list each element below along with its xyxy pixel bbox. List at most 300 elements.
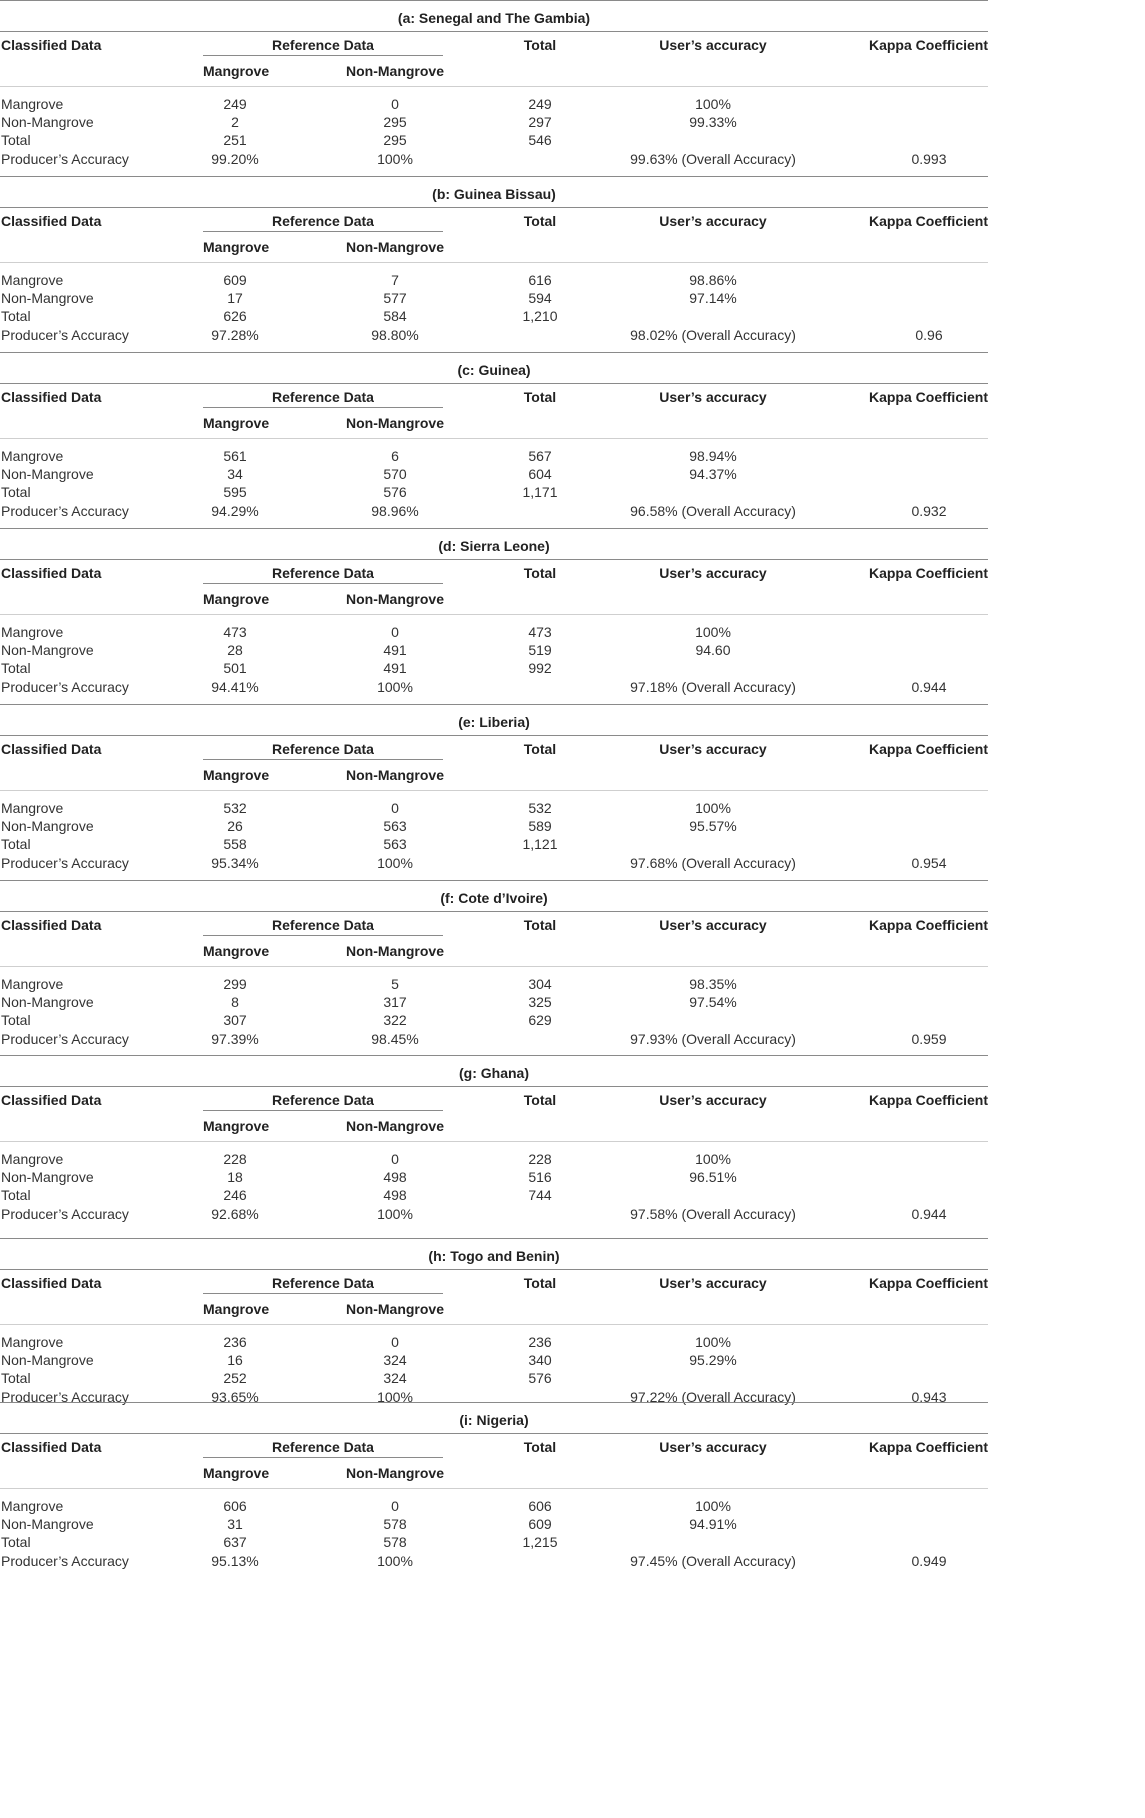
cell-total: 604 — [528, 466, 552, 482]
table-row-producers-accuracy — [0, 151, 990, 169]
cell-non-mangrove: 317 — [383, 994, 407, 1010]
header-bottom-rule — [0, 262, 988, 263]
table-row-producers-accuracy — [0, 1206, 990, 1224]
header-bottom-rule — [0, 614, 988, 615]
table-row-mangrove — [0, 1334, 990, 1352]
section-title: (i: Nigeria) — [459, 1412, 529, 1428]
cell-mangrove: 307 — [223, 1012, 247, 1028]
section-top-rule — [0, 880, 988, 881]
header-total: Total — [523, 1275, 557, 1291]
header-users-accuracy: User’s accuracy — [659, 565, 767, 581]
cell-users-accuracy: 100% — [695, 1498, 731, 1514]
cell-users-accuracy: 97.54% — [689, 994, 737, 1010]
reference-data-rule — [203, 231, 443, 232]
cell-mangrove: 34 — [227, 466, 243, 482]
header-kappa-coefficient: Kappa Coefficient — [868, 213, 988, 229]
cell-non-mangrove: 324 — [383, 1352, 407, 1368]
section-title: (e: Liberia) — [458, 714, 530, 730]
header-mangrove: Mangrove — [203, 943, 270, 959]
cell-total: 304 — [528, 976, 552, 992]
header-non-mangrove: Non-Mangrove — [346, 1465, 444, 1481]
header-classified-data: Classified Data — [1, 213, 102, 229]
table-row-non-mangrove — [0, 818, 990, 836]
cell-total: 519 — [528, 642, 552, 658]
header-non-mangrove: Non-Mangrove — [346, 591, 444, 607]
cell-non-mangrove: 5 — [391, 976, 399, 992]
table-row-mangrove — [0, 272, 990, 290]
reference-data-rule — [203, 1293, 443, 1294]
header-non-mangrove: Non-Mangrove — [346, 1118, 444, 1134]
row-label: Total — [1, 1187, 31, 1203]
table-row-total — [0, 1187, 990, 1205]
table-row-non-mangrove — [0, 1352, 990, 1370]
cell-kappa: 0.959 — [911, 1031, 947, 1047]
cell-non-mangrove: 100% — [377, 1389, 413, 1405]
table-row-total — [0, 132, 990, 150]
row-label: Total — [1, 660, 31, 676]
header-rule — [0, 911, 988, 912]
header-non-mangrove: Non-Mangrove — [346, 415, 444, 431]
table-row-producers-accuracy — [0, 855, 990, 873]
header-reference-data: Reference Data — [272, 1092, 374, 1108]
cell-non-mangrove: 7 — [391, 272, 399, 288]
cell-mangrove: 93.65% — [211, 1389, 259, 1405]
header-rule — [0, 1086, 988, 1087]
cell-mangrove: 94.41% — [211, 679, 259, 695]
header-total: Total — [523, 741, 557, 757]
cell-mangrove: 99.20% — [211, 151, 259, 167]
reference-data-rule — [203, 1110, 443, 1111]
table-row-total — [0, 836, 990, 854]
row-label: Producer’s Accuracy — [1, 151, 129, 167]
cell-mangrove: 228 — [223, 1151, 247, 1167]
header-classified-data: Classified Data — [1, 37, 102, 53]
cell-non-mangrove: 577 — [383, 290, 407, 306]
section-title: (g: Ghana) — [459, 1065, 529, 1081]
header-total: Total — [523, 213, 557, 229]
table-row-total — [0, 484, 990, 502]
cell-non-mangrove: 498 — [383, 1169, 407, 1185]
cell-mangrove: 637 — [223, 1534, 247, 1550]
section-title: (f: Cote d’Ivoire) — [440, 890, 548, 906]
cell-non-mangrove: 584 — [383, 308, 407, 324]
header-reference-data: Reference Data — [272, 389, 374, 405]
table-row-mangrove — [0, 1151, 990, 1169]
cell-non-mangrove: 0 — [391, 1334, 399, 1350]
cell-total: 589 — [528, 818, 552, 834]
header-bottom-rule — [0, 1324, 988, 1325]
cell-mangrove: 2 — [231, 114, 239, 130]
cell-total: 1,210 — [522, 308, 558, 324]
cell-users-accuracy: 98.86% — [689, 272, 737, 288]
row-label: Mangrove — [1, 272, 64, 288]
table-row-non-mangrove — [0, 1516, 990, 1534]
cell-overall-accuracy: 97.68% (Overall Accuracy) — [630, 855, 796, 871]
cell-mangrove: 626 — [223, 308, 247, 324]
row-label: Non-Mangrove — [1, 290, 94, 306]
cell-total: 629 — [528, 1012, 552, 1028]
header-rule — [0, 31, 988, 32]
reference-data-rule — [203, 583, 443, 584]
cell-mangrove: 473 — [223, 624, 247, 640]
cell-non-mangrove: 0 — [391, 800, 399, 816]
cell-total: 606 — [528, 1498, 552, 1514]
cell-total: 340 — [528, 1352, 552, 1368]
cell-mangrove: 246 — [223, 1187, 247, 1203]
header-mangrove: Mangrove — [203, 591, 270, 607]
table-row-total — [0, 660, 990, 678]
row-label: Mangrove — [1, 1151, 64, 1167]
header-rule — [0, 207, 988, 208]
header-mangrove: Mangrove — [203, 63, 270, 79]
cell-users-accuracy: 98.94% — [689, 448, 737, 464]
table-row-total — [0, 1534, 990, 1552]
cell-non-mangrove: 563 — [383, 818, 407, 834]
cell-total: 609 — [528, 1516, 552, 1532]
cell-overall-accuracy: 97.58% (Overall Accuracy) — [630, 1206, 796, 1222]
cell-total: 1,215 — [522, 1534, 558, 1550]
cell-kappa: 0.932 — [911, 503, 947, 519]
table-row-total — [0, 1370, 990, 1388]
cell-users-accuracy: 100% — [695, 1151, 731, 1167]
table-row-total — [0, 308, 990, 326]
cell-mangrove: 95.34% — [211, 855, 259, 871]
row-label: Non-Mangrove — [1, 818, 94, 834]
cell-mangrove: 236 — [223, 1334, 247, 1350]
table-row-producers-accuracy — [0, 1031, 990, 1049]
row-label: Non-Mangrove — [1, 466, 94, 482]
row-label: Producer’s Accuracy — [1, 1389, 129, 1405]
cell-non-mangrove: 295 — [383, 114, 407, 130]
reference-data-rule — [203, 935, 443, 936]
cell-non-mangrove: 0 — [391, 624, 399, 640]
row-label: Producer’s Accuracy — [1, 503, 129, 519]
cell-users-accuracy: 100% — [695, 96, 731, 112]
cell-non-mangrove: 563 — [383, 836, 407, 852]
section-top-rule — [0, 176, 988, 177]
header-non-mangrove: Non-Mangrove — [346, 943, 444, 959]
header-users-accuracy: User’s accuracy — [659, 1439, 767, 1455]
row-label: Mangrove — [1, 976, 64, 992]
header-rule — [0, 1269, 988, 1270]
section-title: (c: Guinea) — [457, 362, 531, 378]
cell-mangrove: 17 — [227, 290, 243, 306]
cell-non-mangrove: 100% — [377, 1553, 413, 1569]
header-bottom-rule — [0, 966, 988, 967]
cell-mangrove: 532 — [223, 800, 247, 816]
table-row-mangrove — [0, 1498, 990, 1516]
header-rule — [0, 559, 988, 560]
header-reference-data: Reference Data — [272, 1439, 374, 1455]
row-label: Producer’s Accuracy — [1, 327, 129, 343]
header-users-accuracy: User’s accuracy — [659, 1275, 767, 1291]
cell-overall-accuracy: 97.22% (Overall Accuracy) — [630, 1389, 796, 1405]
header-kappa-coefficient: Kappa Coefficient — [868, 917, 988, 933]
cell-mangrove: 561 — [223, 448, 247, 464]
header-mangrove: Mangrove — [203, 415, 270, 431]
cell-non-mangrove: 100% — [377, 679, 413, 695]
cell-mangrove: 94.29% — [211, 503, 259, 519]
header-rule — [0, 735, 988, 736]
header-bottom-rule — [0, 86, 988, 87]
header-kappa-coefficient: Kappa Coefficient — [868, 565, 988, 581]
cell-overall-accuracy: 97.18% (Overall Accuracy) — [630, 679, 796, 695]
cell-mangrove: 558 — [223, 836, 247, 852]
cell-non-mangrove: 0 — [391, 96, 399, 112]
cell-users-accuracy: 100% — [695, 1334, 731, 1350]
reference-data-rule — [203, 1457, 443, 1458]
header-mangrove: Mangrove — [203, 1118, 270, 1134]
cell-mangrove: 252 — [223, 1370, 247, 1386]
header-bottom-rule — [0, 1141, 988, 1142]
section-top-rule — [0, 1238, 988, 1239]
cell-kappa: 0.944 — [911, 1206, 947, 1222]
cell-non-mangrove: 576 — [383, 484, 407, 500]
row-label: Producer’s Accuracy — [1, 855, 129, 871]
section-top-rule — [0, 704, 988, 705]
table-row-mangrove — [0, 624, 990, 642]
cell-mangrove: 97.39% — [211, 1031, 259, 1047]
header-kappa-coefficient: Kappa Coefficient — [868, 741, 988, 757]
section-title: (d: Sierra Leone) — [438, 538, 550, 554]
cell-total: 1,121 — [522, 836, 558, 852]
cell-kappa: 0.944 — [911, 679, 947, 695]
cell-kappa: 0.943 — [911, 1389, 947, 1405]
header-kappa-coefficient: Kappa Coefficient — [868, 37, 988, 53]
table-row-producers-accuracy — [0, 679, 990, 697]
cell-non-mangrove: 578 — [383, 1534, 407, 1550]
cell-users-accuracy: 94.60 — [695, 642, 731, 658]
cell-kappa: 0.949 — [911, 1553, 947, 1569]
row-label: Mangrove — [1, 1334, 64, 1350]
cell-non-mangrove: 98.80% — [371, 327, 419, 343]
cell-total: 576 — [528, 1370, 552, 1386]
cell-mangrove: 16 — [227, 1352, 243, 1368]
section-top-rule — [0, 528, 988, 529]
table-row-producers-accuracy — [0, 1553, 990, 1571]
reference-data-rule — [203, 407, 443, 408]
table-row-producers-accuracy — [0, 1389, 990, 1407]
row-label: Non-Mangrove — [1, 1169, 94, 1185]
cell-non-mangrove: 578 — [383, 1516, 407, 1532]
reference-data-rule — [203, 759, 443, 760]
header-users-accuracy: User’s accuracy — [659, 741, 767, 757]
row-label: Total — [1, 836, 31, 852]
header-classified-data: Classified Data — [1, 389, 102, 405]
cell-non-mangrove: 6 — [391, 448, 399, 464]
cell-users-accuracy: 100% — [695, 800, 731, 816]
row-label: Producer’s Accuracy — [1, 679, 129, 695]
header-classified-data: Classified Data — [1, 1439, 102, 1455]
header-total: Total — [523, 1092, 557, 1108]
cell-total: 473 — [528, 624, 552, 640]
header-kappa-coefficient: Kappa Coefficient — [868, 389, 988, 405]
row-label: Mangrove — [1, 448, 64, 464]
cell-total: 228 — [528, 1151, 552, 1167]
header-users-accuracy: User’s accuracy — [659, 917, 767, 933]
row-label: Mangrove — [1, 1498, 64, 1514]
row-label: Non-Mangrove — [1, 1352, 94, 1368]
section-top-rule — [0, 352, 988, 353]
row-label: Producer’s Accuracy — [1, 1031, 129, 1047]
header-rule — [0, 383, 988, 384]
cell-non-mangrove: 570 — [383, 466, 407, 482]
table-row-non-mangrove — [0, 114, 990, 132]
header-classified-data: Classified Data — [1, 1275, 102, 1291]
cell-mangrove: 501 — [223, 660, 247, 676]
row-label: Non-Mangrove — [1, 994, 94, 1010]
cell-kappa: 0.954 — [911, 855, 947, 871]
cell-non-mangrove: 491 — [383, 660, 407, 676]
cell-overall-accuracy: 97.93% (Overall Accuracy) — [630, 1031, 796, 1047]
header-mangrove: Mangrove — [203, 1465, 270, 1481]
header-users-accuracy: User’s accuracy — [659, 213, 767, 229]
cell-total: 325 — [528, 994, 552, 1010]
cell-users-accuracy: 99.33% — [689, 114, 737, 130]
table-row-mangrove — [0, 976, 990, 994]
header-reference-data: Reference Data — [272, 741, 374, 757]
header-total: Total — [523, 917, 557, 933]
cell-users-accuracy: 96.51% — [689, 1169, 737, 1185]
header-total: Total — [523, 565, 557, 581]
header-mangrove: Mangrove — [203, 239, 270, 255]
section-top-rule — [0, 1402, 988, 1403]
row-label: Total — [1, 132, 31, 148]
cell-users-accuracy: 97.14% — [689, 290, 737, 306]
header-kappa-coefficient: Kappa Coefficient — [868, 1092, 988, 1108]
cell-non-mangrove: 498 — [383, 1187, 407, 1203]
table-row-non-mangrove — [0, 642, 990, 660]
cell-mangrove: 28 — [227, 642, 243, 658]
cell-mangrove: 299 — [223, 976, 247, 992]
header-bottom-rule — [0, 438, 988, 439]
cell-total: 516 — [528, 1169, 552, 1185]
cell-non-mangrove: 295 — [383, 132, 407, 148]
table-row-producers-accuracy — [0, 327, 990, 345]
cell-mangrove: 31 — [227, 1516, 243, 1532]
section-title: (b: Guinea Bissau) — [432, 186, 556, 202]
header-classified-data: Classified Data — [1, 1092, 102, 1108]
header-total: Total — [523, 389, 557, 405]
cell-mangrove: 26 — [227, 818, 243, 834]
cell-non-mangrove: 324 — [383, 1370, 407, 1386]
cell-non-mangrove: 0 — [391, 1498, 399, 1514]
cell-mangrove: 251 — [223, 132, 247, 148]
cell-total: 297 — [528, 114, 552, 130]
cell-kappa: 0.993 — [911, 151, 947, 167]
reference-data-rule — [203, 55, 443, 56]
cell-total: 594 — [528, 290, 552, 306]
section-top-rule — [0, 1055, 988, 1056]
header-rule — [0, 1433, 988, 1434]
table-row-mangrove — [0, 448, 990, 466]
row-label: Non-Mangrove — [1, 114, 94, 130]
row-label: Producer’s Accuracy — [1, 1553, 129, 1569]
header-reference-data: Reference Data — [272, 213, 374, 229]
cell-overall-accuracy: 98.02% (Overall Accuracy) — [630, 327, 796, 343]
cell-total: 567 — [528, 448, 552, 464]
header-reference-data: Reference Data — [272, 1275, 374, 1291]
header-reference-data: Reference Data — [272, 37, 374, 53]
cell-users-accuracy: 94.37% — [689, 466, 737, 482]
header-classified-data: Classified Data — [1, 741, 102, 757]
cell-non-mangrove: 98.96% — [371, 503, 419, 519]
cell-users-accuracy: 98.35% — [689, 976, 737, 992]
table-row-non-mangrove — [0, 1169, 990, 1187]
row-label: Mangrove — [1, 800, 64, 816]
cell-total: 744 — [528, 1187, 552, 1203]
table-row-mangrove — [0, 800, 990, 818]
row-label: Producer’s Accuracy — [1, 1206, 129, 1222]
table-row-mangrove — [0, 96, 990, 114]
cell-non-mangrove: 100% — [377, 151, 413, 167]
header-total: Total — [523, 37, 557, 53]
header-total: Total — [523, 1439, 557, 1455]
cell-users-accuracy: 100% — [695, 624, 731, 640]
cell-kappa: 0.96 — [915, 327, 943, 343]
row-label: Total — [1, 1534, 31, 1550]
row-label: Non-Mangrove — [1, 642, 94, 658]
header-users-accuracy: User’s accuracy — [659, 1092, 767, 1108]
header-kappa-coefficient: Kappa Coefficient — [868, 1275, 988, 1291]
row-label: Non-Mangrove — [1, 1516, 94, 1532]
cell-mangrove: 95.13% — [211, 1553, 259, 1569]
table-row-non-mangrove — [0, 994, 990, 1012]
table-row-producers-accuracy — [0, 503, 990, 521]
header-kappa-coefficient: Kappa Coefficient — [868, 1439, 988, 1455]
cell-non-mangrove: 100% — [377, 1206, 413, 1222]
cell-users-accuracy: 95.29% — [689, 1352, 737, 1368]
header-users-accuracy: User’s accuracy — [659, 37, 767, 53]
table-row-non-mangrove — [0, 290, 990, 308]
header-mangrove: Mangrove — [203, 767, 270, 783]
header-non-mangrove: Non-Mangrove — [346, 1301, 444, 1317]
cell-mangrove: 249 — [223, 96, 247, 112]
header-reference-data: Reference Data — [272, 917, 374, 933]
cell-total: 546 — [528, 132, 552, 148]
cell-total: 992 — [528, 660, 552, 676]
cell-non-mangrove: 100% — [377, 855, 413, 871]
row-label: Mangrove — [1, 96, 64, 112]
cell-total: 249 — [528, 96, 552, 112]
cell-non-mangrove: 98.45% — [371, 1031, 419, 1047]
header-mangrove: Mangrove — [203, 1301, 270, 1317]
header-bottom-rule — [0, 1488, 988, 1489]
cell-overall-accuracy: 96.58% (Overall Accuracy) — [630, 503, 796, 519]
section-top-rule — [0, 0, 988, 1]
section-title: (h: Togo and Benin) — [428, 1248, 560, 1264]
row-label: Total — [1, 1012, 31, 1028]
header-reference-data: Reference Data — [272, 565, 374, 581]
cell-mangrove: 606 — [223, 1498, 247, 1514]
cell-users-accuracy: 95.57% — [689, 818, 737, 834]
cell-total: 236 — [528, 1334, 552, 1350]
header-users-accuracy: User’s accuracy — [659, 389, 767, 405]
cell-overall-accuracy: 99.63% (Overall Accuracy) — [630, 151, 796, 167]
header-non-mangrove: Non-Mangrove — [346, 63, 444, 79]
cell-mangrove: 595 — [223, 484, 247, 500]
cell-mangrove: 609 — [223, 272, 247, 288]
table-row-total — [0, 1012, 990, 1030]
header-classified-data: Classified Data — [1, 565, 102, 581]
cell-mangrove: 97.28% — [211, 327, 259, 343]
cell-non-mangrove: 322 — [383, 1012, 407, 1028]
row-label: Total — [1, 484, 31, 500]
cell-users-accuracy: 94.91% — [689, 1516, 737, 1532]
row-label: Total — [1, 308, 31, 324]
cell-total: 532 — [528, 800, 552, 816]
header-non-mangrove: Non-Mangrove — [346, 239, 444, 255]
